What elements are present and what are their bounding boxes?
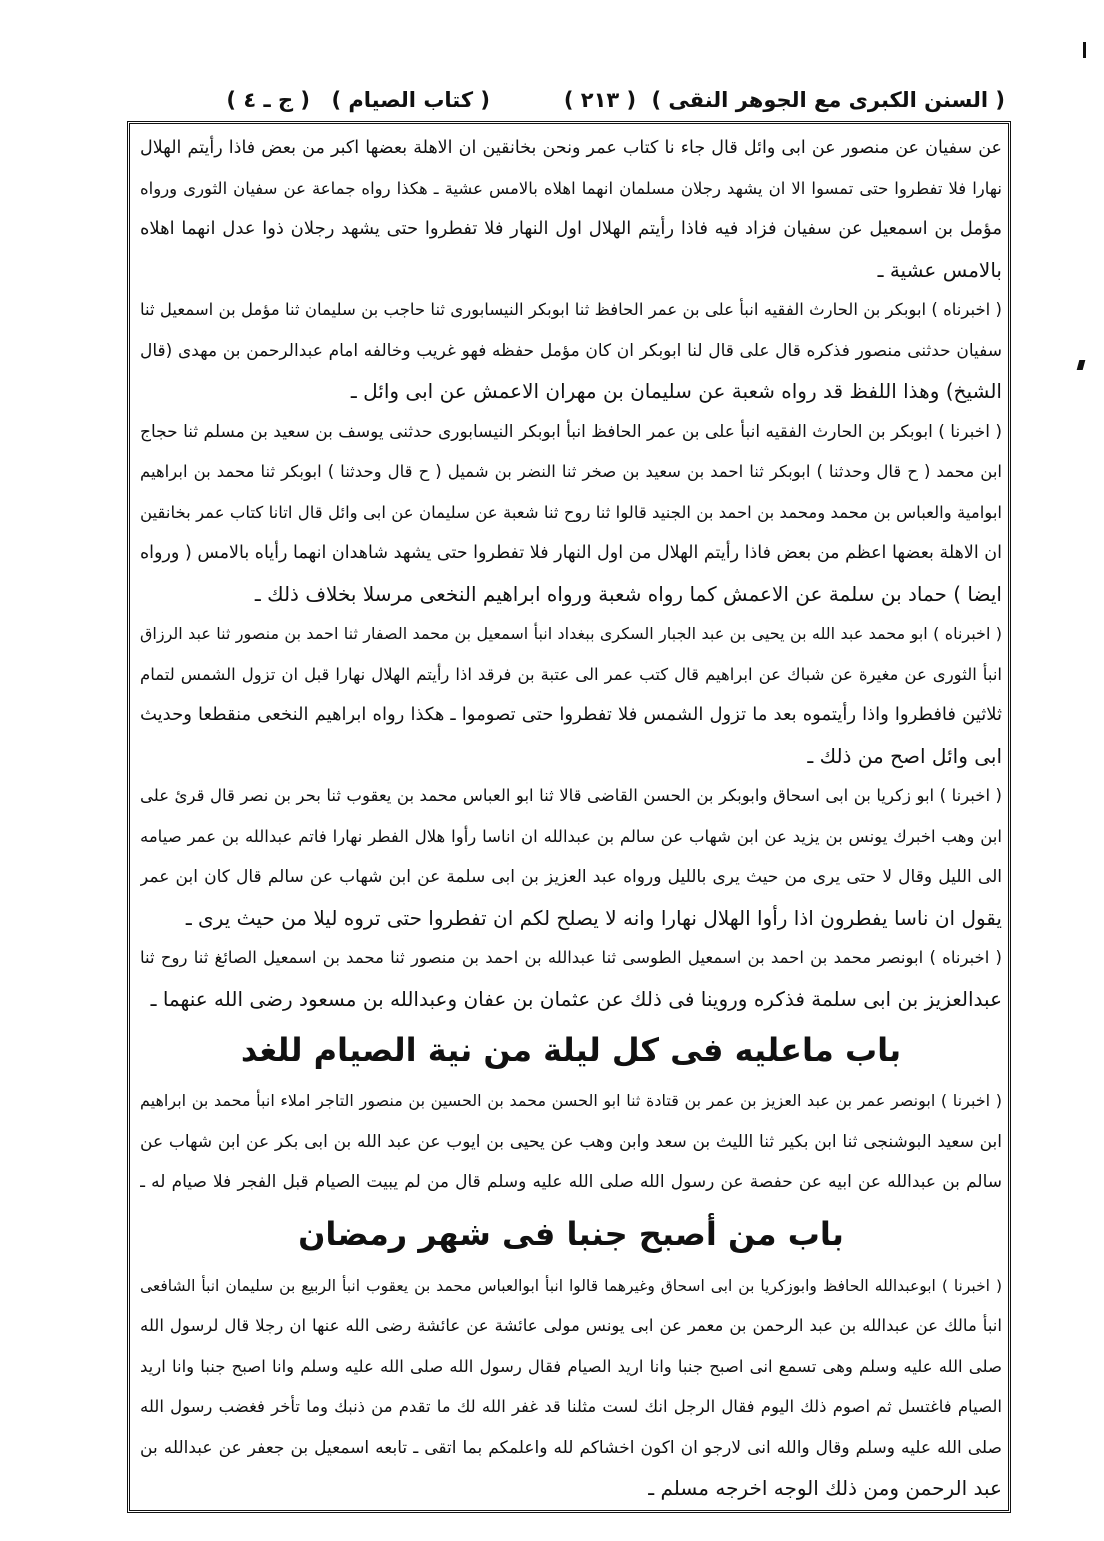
volume-number: ( ج ـ ٤ )	[226, 88, 310, 112]
text-column	[140, 128, 1002, 1509]
text-line: ابن وهب اخبرك يونس بن يزيد عن ابن شهاب عن سالم بن عبدالله ان اناسا رأوا هلال الفطر نهارا فاتم عبدالله بن عمر صيامه	[140, 826, 1002, 846]
text-line: انبأ الثورى عن مغيرة عن شباك عن ابراهيم قال كتب عمر الى عتبة بن فرقد اذا رأيتم الهلال نهارا قبل ان تزول الشمس لتمام	[140, 664, 1002, 684]
text-line: ابوامية والعباس بن محمد ومحمد بن احمد بن الجنيد قالوا ثنا روح ثنا شعبة عن سليمان عن ابى وائل قال اتانا كتاب عمر بخانقين	[140, 502, 1002, 522]
text-line: ( اخبرنا ) ابوبكر بن الحارث الفقيه انبأ على بن عمر الحافظ انبأ ابوبكر النيسابورى حدثنى يوسف بن سعيد بن مسلم ثنا حجاج	[140, 421, 1002, 442]
text-line: نهارا فلا تفطروا حتى تمسوا الا ان يشهد رجلان مسلمان انهما اهلاه بالامس عشية ـ هكذا رواه جماعة عن سفيان الثورى ورواه	[140, 178, 1002, 198]
text-line: الى الليل وقال لا حتى يرى من حيث يرى بالليل ورواه عبد العزيز بن ابى سلمة عن ابن شهاب عن سالم قال كان ابن عمر	[140, 867, 1002, 887]
chapter-heading: باب ماعليه فى كل ليلة من نية الصيام للغد	[240, 1031, 902, 1069]
margin-mark	[1077, 360, 1086, 370]
text-line: ان الاهلة بعضها اعظم من بعض فاذا رأيتم الهلال من اول النهار فلا تفطروا حتى يشهد شاهدان انهما رأياه بالامس ( ورواه	[140, 543, 1002, 563]
page-number: ( ٢١٣ )	[563, 88, 637, 112]
text-line: ابن سعيد البوشنجى ثنا ابن بكير ثنا الليث بن سعد وابن وهب عن يحيى بن ايوب عن عبد الله بن ابى بكر عن ابن شهاب عن	[140, 1131, 1002, 1152]
text-line: عبدالعزيز بن ابى سلمة فذكره وروينا فى ذلك عن عثمان بن عفان وعبدالله بن مسعود رضى الله عنهما ـ	[150, 986, 1002, 1011]
text-line: ( اخبرناه ) ابوبكر بن الحارث الفقيه انبأ على بن عمر الحافظ ثنا ابوبكر النيسابورى ثنا حاجب بن سليمان ثنا مؤمل بن اسمعيل ثنا	[140, 300, 1002, 319]
text-line: يقول ان ناسا يفطرون اذا رأوا الهلال نهارا وانه لا يصلح لكم ان تفطروا حتى تروه ليلا من حيث يرى ـ	[185, 905, 1002, 930]
text-line: عن سفيان عن منصور عن ابى وائل قال جاء نا كتاب عمر ونحن بخانقين ان الاهلة بعضها اكبر من بعض فاذا رأيتم الهلال	[140, 138, 1002, 158]
text-line: ابن محمد ( ح قال وحدثنا ) ابوبكر ثنا احمد بن سعيد بن صخر ثنا النضر بن شميل ( ح قال وحدثنا ) ابوبكر ثنا محمد بن ابراهيم	[140, 462, 1002, 481]
text-line: ( اخبرنا ) ابو زكريا بن ابى اسحاق وابوبكر بن الحسن القاضى قالا ثنا ابو العباس محمد بن يعقوب ثنا بحر بن نصر قال قرئ على	[140, 786, 1002, 805]
chapter-heading: باب من أصبح جنبا فى شهر رمضان	[298, 1214, 844, 1253]
margin-mark	[1083, 42, 1086, 58]
text-line: صلى الله عليه وسلم وهى تسمع انى اصبح جنبا وانا اريد الصيام فقال رسول الله صلى الله عليه وسلم وانا اصبح جنبا وانا اريد	[140, 1356, 1002, 1376]
text-line: ثلاثين فافطروا واذا رأيتموه بعد ما تزول الشمس فلا تفطروا حتى تصوموا ـ هكذا رواه ابراهيم النخعى منقطعا وحديث	[140, 704, 1002, 725]
text-line: ( اخبرناه ) ابو محمد عبد الله بن يحيى بن عبد الجبار السكرى ببغداد انبأ اسمعيل بن محمد الصفار ثنا احمد بن منصور ثنا عبد الرزاق	[140, 624, 1002, 643]
text-line: عبد الرحمن ومن ذلك الوجه اخرجه مسلم ـ	[648, 1476, 1002, 1500]
text-line: ابى وائل اصح من ذلك ـ	[807, 743, 1002, 768]
text-line: انبأ مالك عن عبدالله بن عبد الرحمن بن معمر عن ابى يونس مولى عائشة عن عائشة رضى الله عنها ان رجلا قال لرسول الله	[140, 1316, 1002, 1335]
text-line: ( اخبرنا ) ابوعبدالله الحافظ وابوزكريا بن ابى اسحاق وغيرهما قالوا انبأ ابوالعباس محمد بن يعقوب انبأ الربيع بن سليمان انبأ الشافعى	[140, 1276, 1002, 1295]
text-line: صلى الله عليه وسلم وقال والله انى لارجو ان اكون اخشاكم لله واعلمكم بما اتقى ـ تابعه اسمعيل بن جعفر عن عبدالله بن	[140, 1437, 1002, 1458]
text-line: ايضا ) حماد بن سلمة عن الاعمش كما رواه شعبة ورواه ابراهيم النخعى مرسلا بخلاف ذلك ـ	[254, 581, 1002, 606]
text-line: ( اخبرنا ) ابونصر عمر بن عبد العزيز بن عمر بن قتادة ثنا ابو الحسن محمد بن الحسين بن منصور التاجر املاء انبأ محمد بن ابراهيم	[140, 1091, 1002, 1110]
text-line: الشيخ) وهذا اللفظ قد رواه شعبة عن سليمان بن مهران الاعمش عن ابى وائل ـ	[350, 379, 1002, 403]
text-line: الصيام فاغتسل ثم اصوم ذلك اليوم فقال الرجل انك لست مثلنا قد غفر الله لك ما تقدم من ذنبك وما تأخر فغضب رسول الله	[140, 1397, 1002, 1416]
book-title: ( السنن الكبرى مع الجوهر النقى )	[651, 88, 1005, 112]
text-line: سفيان حدثنى منصور فذكره قال على قال لنا ابوبكر ان كان مؤمل حفظه فهو غريب وخالفه امام عبدالرحمن بن مهدى (قال	[140, 340, 1002, 361]
text-line: سالم بن عبدالله عن ابيه عن حفصة عن رسول الله صلى الله عليه وسلم قال من لم يبيت الصيام قبل الفجر فلا صيام له ـ	[140, 1172, 1002, 1192]
text-line: بالامس عشية ـ	[877, 257, 1002, 282]
chapter-title: ( كتاب الصيام )	[331, 88, 490, 112]
text-line: مؤمل بن اسمعيل عن سفيان فزاد فيه فاذا رأيتم الهلال اول النهار فلا تفطروا حتى يشهد رجلان ذوا عدل انهما اهلاه	[140, 218, 1002, 239]
text-line: ( اخبرناه ) ابونصر محمد بن احمد بن اسمعيل الطوسى ثنا عبدالله بن احمد بن منصور ثنا محمد بن اسمعيل الصائغ ثنا روح ثنا	[140, 948, 1002, 967]
